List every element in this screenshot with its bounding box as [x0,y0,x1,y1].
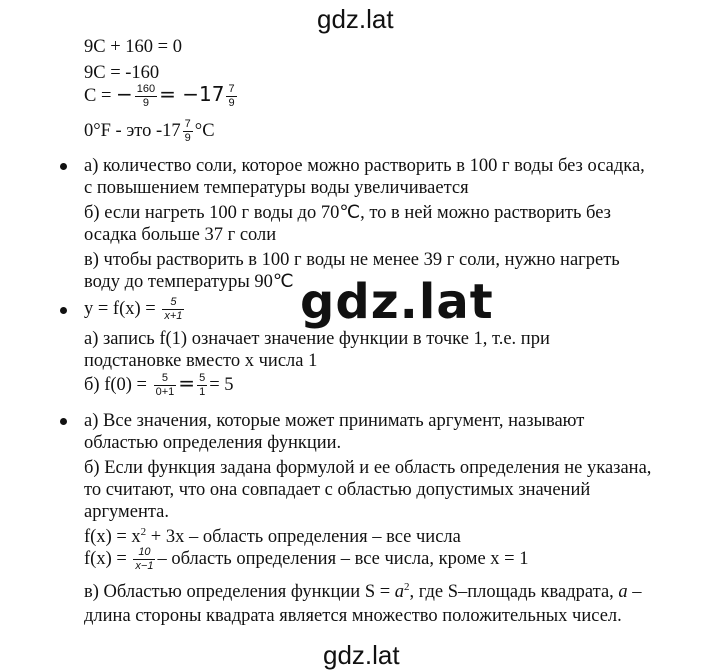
bullet-2 [60,307,67,314]
s2-a-line1: а) запись f(1) означает значение функции в точке 1, т.е. при [84,329,550,349]
watermark-top: gdz.lat [317,4,394,34]
fraction-7-9: $\frac{7}{9}$ [228,83,235,110]
s1-c-line2: воду до температуры 90℃ [84,272,294,292]
s3-b-line3: аргумента. [84,502,170,522]
fraction-5-x-plus-1: $\frac{5}{x+1}$ [164,296,183,322]
s3-f1-line: $f(x) = x^2 + 3x$ – область определения – все числа [84,525,461,547]
s3-a-line2: областью определения функции. [84,433,342,453]
fraction-7-9-b: $\frac{7}{9}$ [184,118,191,144]
s3-b-line1: б) Если функция задана формулой и ее область определения не указана, [84,458,652,478]
s1-a-line1: а) количество соли, которое можно растворить в 100 г воды без осадка, [84,156,645,176]
s1-c-line1: в) чтобы растворить в 100 г воды не менее 39 г соли, нужно нагреть [84,250,620,270]
calc-line-3: C = − $\frac{160}{9}$ = −17 $\frac{7}{9}$ [84,82,235,110]
watermark-bottom: gdz.lat [323,640,400,670]
bullet-1 [60,163,67,170]
s2-a-line2: подстановке вместо x числа 1 [84,351,318,371]
calc-line-4: 0°F - это -17 $\frac{7}{9}$ °C [84,118,215,144]
bullet-3 [60,418,67,425]
s1-b-line1: б) если нагреть 100 г воды до 70℃, то в ней можно растворить без [84,203,611,223]
fraction-160-9: $\frac{160}{9}$ [136,83,156,110]
s3-c-line2: длина стороны квадрата является множество положительных чисел. [84,606,622,626]
fraction-10-x-minus-1: $\frac{10}{x-1}$ [135,546,154,572]
fraction-5-1: $\frac{5}{1}$ [199,372,206,399]
s3-b-line2: то считают, что она совпадает с областью допустимых значений [84,480,591,500]
s2-b-line: б) f(0) = $\frac{5}{0+1}$ = $\frac{5}{1}$ = 5 [84,371,234,399]
s3-a-line1: а) Все значения, которые может принимать аргумент, называют [84,411,585,431]
s1-a-line2: с повышением температуры воды увеличивается [84,178,469,198]
s2-formula: y = f(x) = $\frac{5}{x+1}$ [84,296,183,322]
calc-line-2: 9C = -160 [84,63,160,83]
s3-c-line1: в) Областью определения функции $S = a^2$, где S–площадь квадрата, a – [84,580,642,602]
watermark-middle: gdz.lat [300,274,494,330]
s3-f2-line: f(x) = $\frac{10}{x-1}$ – область определения – все числа, кроме x = 1 [84,546,529,572]
calc-line-1: 9C + 160 = 0 [84,37,182,57]
fraction-5-0-plus-1: $\frac{5}{0+1}$ [155,372,175,399]
s1-b-line2: осадка больше 37 г соли [84,225,277,245]
